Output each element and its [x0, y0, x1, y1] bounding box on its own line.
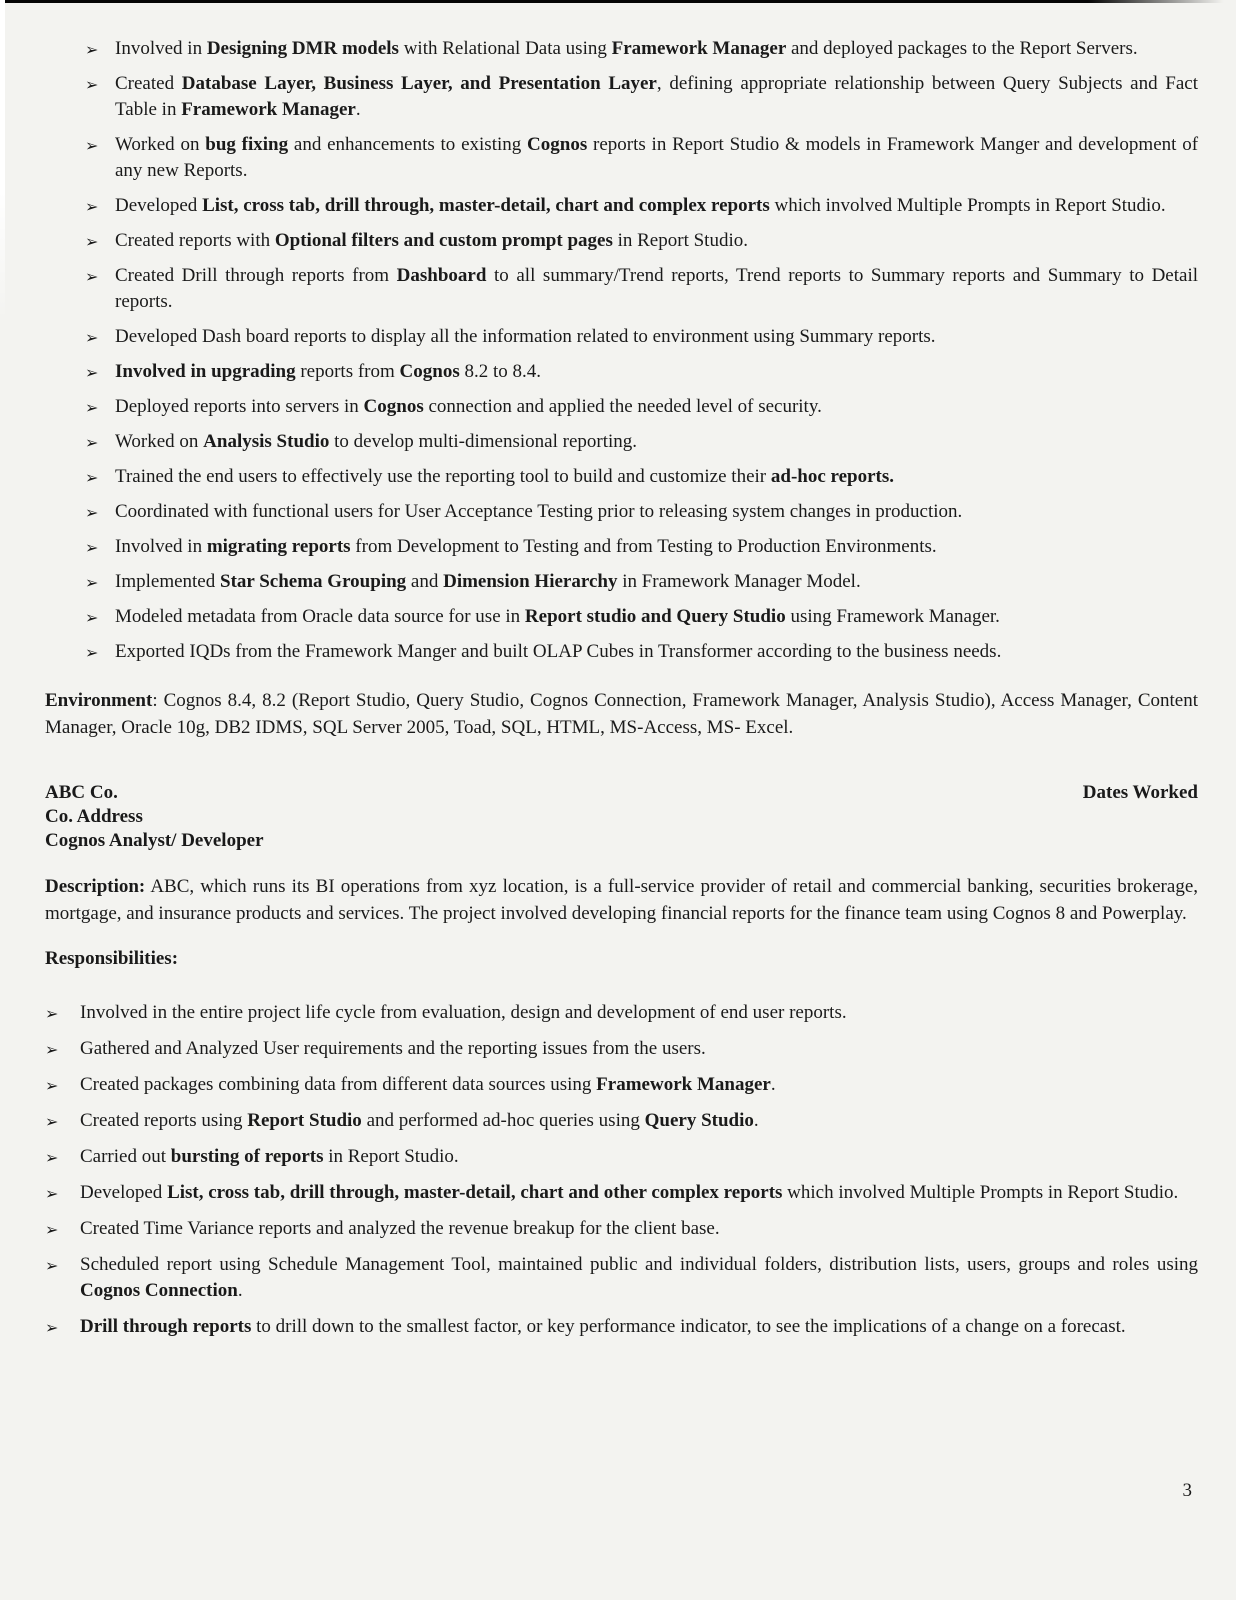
bold-text: bursting of reports: [170, 1146, 324, 1167]
arrow-bullet-icon: ➢: [85, 538, 99, 557]
bullet-item: [85, 324, 1198, 350]
arrow-bullet-icon: ➢: [45, 1004, 59, 1023]
text: Modeled metadata from Oracle data source for use in: [115, 606, 525, 627]
text: Worked on: [115, 431, 204, 452]
arrow-bullet-icon: ➢: [85, 643, 99, 662]
text: from Development to Testing and from Testing to Production Environments.: [350, 536, 937, 557]
text: Coordinated with functional users for User Acceptance Testing prior to releasing system changes in production.: [115, 501, 963, 522]
text: and enhancements to existing: [288, 134, 528, 155]
bold-text: Involved in upgrading: [115, 361, 296, 382]
arrow-bullet-icon: ➢: [45, 1184, 59, 1203]
text: Implemented: [115, 571, 220, 592]
bullet-item: [85, 263, 1198, 315]
bold-text: Star Schema Grouping: [220, 571, 407, 592]
page-top-border: [5, 0, 1236, 3]
text: Created: [115, 73, 182, 94]
arrow-bullet-icon: ➢: [85, 503, 99, 522]
text: to develop multi-dimensional reporting.: [329, 431, 638, 452]
company-address: Co. Address: [45, 806, 143, 827]
bold-text: List, cross tab, drill through, master-detail, chart and other complex reports: [167, 1182, 783, 1203]
text: and: [406, 571, 444, 592]
bold-text: Designing DMR models: [206, 38, 399, 59]
text: Created reports with: [115, 230, 275, 251]
bullet-item: [85, 394, 1198, 420]
text: Exported IQDs from the Framework Manger and built OLAP Cubes in Transformer according to the business needs.: [115, 641, 1002, 662]
bold-text: Framework Manager: [611, 38, 787, 59]
bold-text: ad-hoc reports.: [770, 466, 895, 487]
text: Worked on: [115, 134, 206, 155]
arrow-bullet-icon: ➢: [45, 1040, 59, 1059]
arrow-bullet-icon: ➢: [85, 608, 99, 627]
bullet-item: [85, 359, 1198, 385]
experience-bullet-list: [85, 36, 1198, 665]
text: Gathered and Analyzed User requirements and the reporting issues from the users.: [80, 1038, 706, 1059]
text: and deployed packages to the Report Servers.: [786, 38, 1138, 59]
arrow-bullet-icon: ➢: [85, 40, 99, 59]
text: reports in Report Studio & models in Framework Manger and development of any new Reports.: [115, 134, 1199, 181]
text: which involved Multiple Prompts in Report Studio.: [782, 1182, 1179, 1203]
company-header-row: [45, 781, 1198, 805]
text: which involved Multiple Prompts in Report Studio.: [769, 195, 1166, 216]
text: , defining appropriate relationship between Query Subjects and Fact Table in: [115, 73, 1199, 120]
bold-text: bug fixing: [205, 134, 289, 155]
company-name: ABC Co.: [45, 782, 118, 803]
arrow-bullet-icon: ➢: [85, 197, 99, 216]
bold-text: migrating reports: [206, 536, 351, 557]
arrow-bullet-icon: ➢: [45, 1256, 59, 1275]
bold-text: Report Studio: [247, 1110, 362, 1131]
bold-text: Cognos: [527, 134, 588, 155]
arrow-bullet-icon: ➢: [45, 1220, 59, 1239]
text: : Cognos 8.4, 8.2 (Report Studio, Query Studio, Cognos Connection, Framework Manager, Analysis Studio), Access Manager, Content Manager, Oracle 10g, DB2 IDMS, SQL Server 2005, Toad, SQL, HTML, MS-Access, MS- Excel.: [45, 690, 1198, 738]
text: to drill down to the smallest factor, or key performance indicator, to see the implications of a change on a forecast.: [251, 1316, 1126, 1337]
bold-text: Cognos Connection: [80, 1280, 238, 1301]
text: Created packages combining data from different data sources using: [80, 1074, 597, 1095]
bullet-item: [85, 193, 1198, 219]
text: Carried out: [80, 1146, 171, 1167]
bullet-item: [45, 1072, 1198, 1098]
bullet-item: [85, 429, 1198, 455]
bullet-item: [45, 1252, 1198, 1304]
text: in Framework Manager Model.: [617, 571, 861, 592]
arrow-bullet-icon: ➢: [45, 1148, 59, 1167]
text: ABC, which runs its BI operations from xyz location, is a full-service provider of retail and commercial banking, securities brokerage, mortgage, and insurance products and services. The project involved developing financial reports for the finance team using Cognos 8 and Powerplay.: [45, 876, 1198, 924]
bullet-item: [45, 1036, 1198, 1062]
arrow-bullet-icon: ➢: [85, 363, 99, 382]
description-paragraph: [45, 873, 1198, 927]
text: Developed Dash board reports to display all the information related to environment using Summary reports.: [115, 326, 936, 347]
bullet-item: [45, 1144, 1198, 1170]
text: Deployed reports into servers in: [115, 396, 364, 417]
text: Involved in: [115, 536, 207, 557]
text: using Framework Manager.: [785, 606, 1000, 627]
bold-text: Dimension Hierarchy: [443, 571, 618, 592]
arrow-bullet-icon: ➢: [45, 1076, 59, 1095]
bullet-item: [85, 499, 1198, 525]
text: in Report Studio.: [323, 1146, 459, 1167]
bullet-item: [85, 464, 1198, 490]
arrow-bullet-icon: ➢: [85, 232, 99, 251]
bullet-item: [85, 534, 1198, 560]
bold-text: Framework Manager: [181, 99, 356, 120]
page-left-edge: [0, 0, 5, 320]
bold-text: Query Studio: [644, 1110, 754, 1131]
responsibilities-bullet-list: [45, 1000, 1198, 1340]
bullet-item: [45, 1000, 1198, 1026]
text: Involved in: [115, 38, 207, 59]
arrow-bullet-icon: ➢: [85, 398, 99, 417]
bold-text: Cognos: [399, 361, 460, 382]
text: and performed ad-hoc queries using: [361, 1110, 645, 1131]
dates-worked-label: Dates Worked: [1082, 782, 1198, 803]
text: in Report Studio.: [612, 230, 748, 251]
text: Scheduled report using Schedule Management Tool, maintained public and individual folders, distribution lists, users, groups and roles using: [80, 1254, 1198, 1275]
bullet-item: [85, 639, 1198, 665]
text: .: [237, 1280, 243, 1301]
text: .: [753, 1110, 759, 1131]
bold-text: Report studio and Query Studio: [524, 606, 786, 627]
text: 8.2 to 8.4.: [459, 361, 541, 382]
arrow-bullet-icon: ➢: [85, 75, 99, 94]
bold-text: Drill through reports: [80, 1316, 252, 1337]
bullet-item: [85, 604, 1198, 630]
text: with Relational Data using: [398, 38, 612, 59]
bold-text: Environment: [45, 690, 153, 711]
bold-text: Analysis Studio: [203, 431, 330, 452]
text: Involved in the entire project life cycle from evaluation, design and development of end user reports.: [80, 1002, 847, 1023]
text: Developed: [80, 1182, 168, 1203]
text: Developed: [115, 195, 203, 216]
text: Created reports using: [80, 1110, 248, 1131]
bullet-item: [45, 1314, 1198, 1340]
bold-text: Framework Manager: [596, 1074, 771, 1095]
bullet-item: [45, 1108, 1198, 1134]
company-block: [45, 781, 1198, 853]
bold-text: List, cross tab, drill through, master-detail, chart and complex reports: [202, 195, 770, 216]
responsibilities-heading: Responsibilities:: [45, 948, 179, 969]
bullet-item: [85, 132, 1198, 184]
arrow-bullet-icon: ➢: [45, 1112, 59, 1131]
bullet-item: [85, 569, 1198, 595]
bullet-item: [85, 36, 1198, 62]
bullet-item: [85, 228, 1198, 254]
arrow-bullet-icon: ➢: [85, 468, 99, 487]
text: .: [770, 1074, 776, 1095]
page-number: 3: [1182, 1480, 1192, 1501]
arrow-bullet-icon: ➢: [85, 573, 99, 592]
text: to all summary/Trend reports, Trend reports to Summary reports and Summary to Detail reports.: [115, 265, 1198, 312]
bold-text: Dashboard: [396, 265, 487, 286]
bold-text: Cognos: [363, 396, 424, 417]
arrow-bullet-icon: ➢: [85, 267, 99, 286]
text: connection and applied the needed level of security.: [423, 396, 822, 417]
text: .: [355, 99, 361, 120]
text: Created Time Variance reports and analyzed the revenue breakup for the client base.: [80, 1218, 720, 1239]
arrow-bullet-icon: ➢: [85, 328, 99, 347]
arrow-bullet-icon: ➢: [85, 433, 99, 452]
environment-paragraph: [45, 687, 1198, 741]
bullet-item: [45, 1216, 1198, 1242]
bold-text: Database Layer, Business Layer, and Presentation Layer: [181, 73, 657, 94]
text: reports from: [295, 361, 400, 382]
bullet-item: [85, 71, 1198, 123]
bold-text: Description:: [45, 876, 146, 897]
text: Trained the end users to effectively use the reporting tool to build and customize their: [115, 466, 771, 487]
bullet-item: [45, 1180, 1198, 1206]
job-title: Cognos Analyst/ Developer: [45, 830, 264, 851]
bold-text: Optional filters and custom prompt pages: [274, 230, 613, 251]
arrow-bullet-icon: ➢: [45, 1318, 59, 1337]
arrow-bullet-icon: ➢: [85, 136, 99, 155]
text: Created Drill through reports from: [115, 265, 397, 286]
